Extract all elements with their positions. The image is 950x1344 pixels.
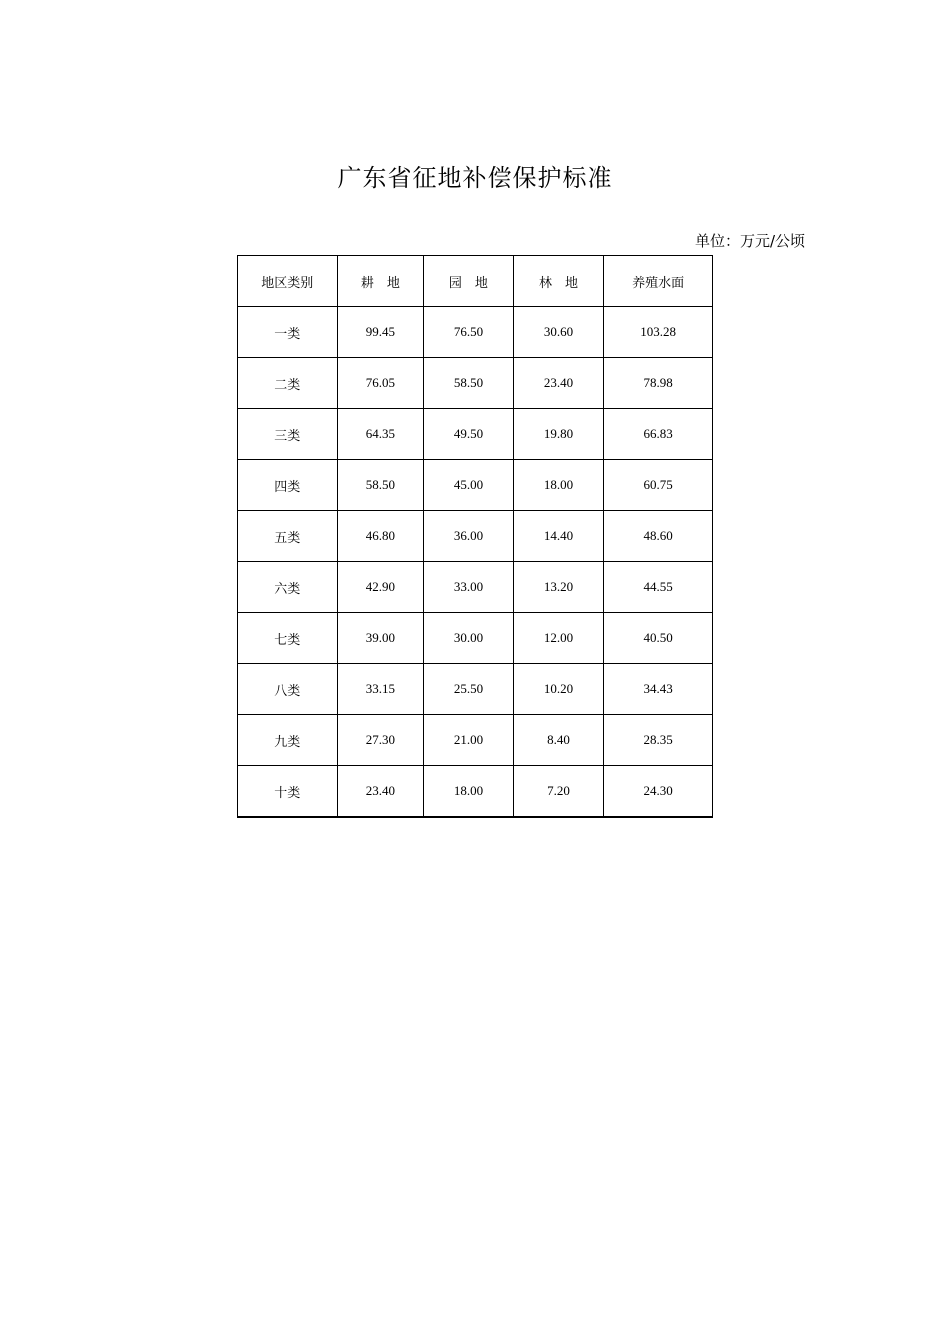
garden-cell: 25.50 [424,664,514,715]
garden-cell: 21.00 [424,715,514,766]
farmland-cell: 64.35 [337,409,424,460]
aquaculture-cell: 48.60 [604,511,713,562]
table-row [238,715,713,766]
garden-cell: 45.00 [424,460,514,511]
table-header-row [238,256,713,307]
farmland-cell: 23.40 [337,766,424,818]
compensation-table [237,255,713,818]
table-row [238,562,713,613]
header-region-class: 地区类别 [238,256,338,307]
aquaculture-cell: 28.35 [604,715,713,766]
region-cell: 三类 [238,409,338,460]
region-cell: 五类 [238,511,338,562]
header-farmland: 耕 地 [337,256,424,307]
table-row [238,307,713,358]
farmland-cell: 39.00 [337,613,424,664]
garden-cell: 76.50 [424,307,514,358]
garden-cell: 49.50 [424,409,514,460]
aquaculture-cell: 40.50 [604,613,713,664]
aquaculture-cell: 78.98 [604,358,713,409]
forest-cell: 18.00 [513,460,604,511]
region-cell: 二类 [238,358,338,409]
aquaculture-cell: 103.28 [604,307,713,358]
aquaculture-cell: 66.83 [604,409,713,460]
forest-cell: 14.40 [513,511,604,562]
header-forest-land: 林 地 [513,256,604,307]
farmland-cell: 76.05 [337,358,424,409]
unit-label: 单位：万元/公顷 [694,232,805,250]
table-row [238,613,713,664]
farmland-cell: 42.90 [337,562,424,613]
forest-cell: 23.40 [513,358,604,409]
forest-cell: 30.60 [513,307,604,358]
page-title: 广东省征地补偿保护标准 [337,164,613,192]
forest-cell: 8.40 [513,715,604,766]
aquaculture-cell: 60.75 [604,460,713,511]
region-cell: 六类 [238,562,338,613]
garden-cell: 30.00 [424,613,514,664]
table-row [238,664,713,715]
table-row [238,511,713,562]
header-garden-land: 园 地 [424,256,514,307]
region-cell: 九类 [238,715,338,766]
table-row [238,460,713,511]
garden-cell: 33.00 [424,562,514,613]
forest-cell: 12.00 [513,613,604,664]
region-cell: 一类 [238,307,338,358]
forest-cell: 10.20 [513,664,604,715]
garden-cell: 18.00 [424,766,514,818]
table-row [238,766,713,818]
table-row [238,358,713,409]
forest-cell: 13.20 [513,562,604,613]
region-cell: 七类 [238,613,338,664]
garden-cell: 36.00 [424,511,514,562]
forest-cell: 7.20 [513,766,604,818]
farmland-cell: 46.80 [337,511,424,562]
farmland-cell: 27.30 [337,715,424,766]
farmland-cell: 33.15 [337,664,424,715]
region-cell: 八类 [238,664,338,715]
table-row [238,409,713,460]
farmland-cell: 99.45 [337,307,424,358]
garden-cell: 58.50 [424,358,514,409]
aquaculture-cell: 34.43 [604,664,713,715]
header-aquaculture-water: 养殖水面 [604,256,713,307]
region-cell: 十类 [238,766,338,818]
region-cell: 四类 [238,460,338,511]
aquaculture-cell: 24.30 [604,766,713,818]
aquaculture-cell: 44.55 [604,562,713,613]
farmland-cell: 58.50 [337,460,424,511]
forest-cell: 19.80 [513,409,604,460]
